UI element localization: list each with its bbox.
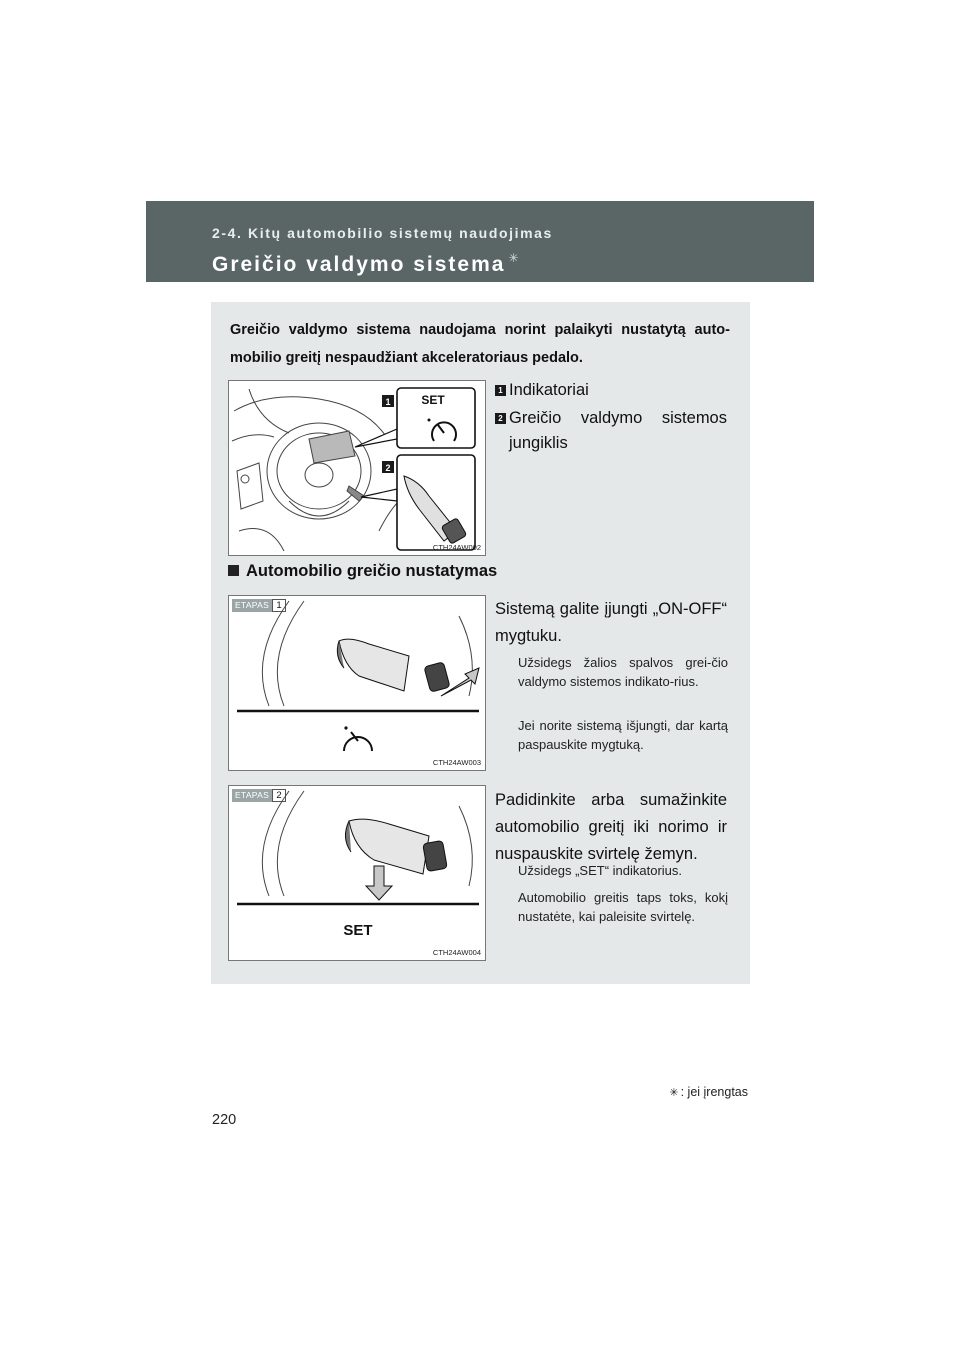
- footnote: [669, 1085, 748, 1099]
- bullet-square-icon: [228, 565, 239, 576]
- step2-illustration: [228, 785, 486, 961]
- step1-number: 1: [272, 599, 286, 612]
- footnote-text: : jei įrengtas: [680, 1085, 748, 1099]
- optional-equipment-mark: ✳: [508, 251, 521, 265]
- section-label: 2-4. Kitų automobilio sistemų naudojimas: [212, 225, 553, 241]
- cruise-indicator-icon: [344, 732, 372, 751]
- dashboard-drawing: [229, 381, 486, 556]
- step2-drawing: [229, 786, 486, 961]
- figure-code: CTH24AW004: [432, 948, 481, 957]
- step2-note-1: Užsidegs „SET“ indikatorius.: [518, 863, 682, 878]
- step2-number: 2: [272, 789, 286, 802]
- step2-note-2: Automobilio greitis taps toks, kokį nustatėte, kai paleisite svirtelę.: [518, 890, 728, 924]
- intro-text: Greičio valdymo sistema naudojama norint palaikyti nustatytą auto-mobilio greitį nespaudžiant akceleratoriaus pedalo.: [230, 322, 730, 366]
- page-title: [212, 251, 521, 277]
- callout-2: 2: [385, 463, 391, 473]
- legend-badge-2: 2: [495, 413, 506, 424]
- step1-instruction: Sistemą galite įjungti „ON-OFF“ mygtuku.: [495, 600, 727, 645]
- page-title-text: Greičio valdymo sistema: [212, 253, 506, 276]
- legend-text-switch: Greičio valdymo sistemos jungiklis: [509, 409, 727, 452]
- step1-illustration: [228, 595, 486, 771]
- subsection-heading: [228, 562, 497, 581]
- legend-text-indicators: Indikatoriai: [509, 381, 589, 399]
- figure-code: CTH24AW002: [432, 543, 481, 552]
- etapas-tag: ETAPAS: [232, 599, 272, 612]
- legend-item-indicators: [495, 378, 589, 403]
- set-indicator-label: SET: [421, 393, 445, 407]
- legend-badge-1: 1: [495, 385, 506, 396]
- page-number: 220: [212, 1112, 237, 1128]
- content-panel: [211, 302, 750, 984]
- step1-note-1: Užsidegs žalios spalvos grei-čio valdymo sistemos indikato-rius.: [518, 655, 728, 689]
- figure-code: CTH24AW003: [432, 758, 481, 767]
- legend-item-switch: [495, 406, 727, 456]
- step2-instruction: Padidinkite arba sumažinkite automobilio greitį iki norimo ir nuspauskite svirtelę žemyn.: [495, 791, 727, 863]
- dashboard-illustration: [228, 380, 486, 556]
- etapas-tag: ETAPAS: [232, 789, 272, 802]
- step1-drawing: [229, 596, 486, 771]
- step1-note-2: Jei norite sistemą išjungti, dar kartą paspauskite mygtuką.: [518, 718, 728, 752]
- section-header: [146, 201, 814, 282]
- set-indicator-label: SET: [343, 922, 373, 939]
- subsection-title: Automobilio greičio nustatymas: [246, 562, 498, 580]
- callout-1: 1: [385, 397, 391, 407]
- footnote-mark: ✳: [669, 1087, 679, 1099]
